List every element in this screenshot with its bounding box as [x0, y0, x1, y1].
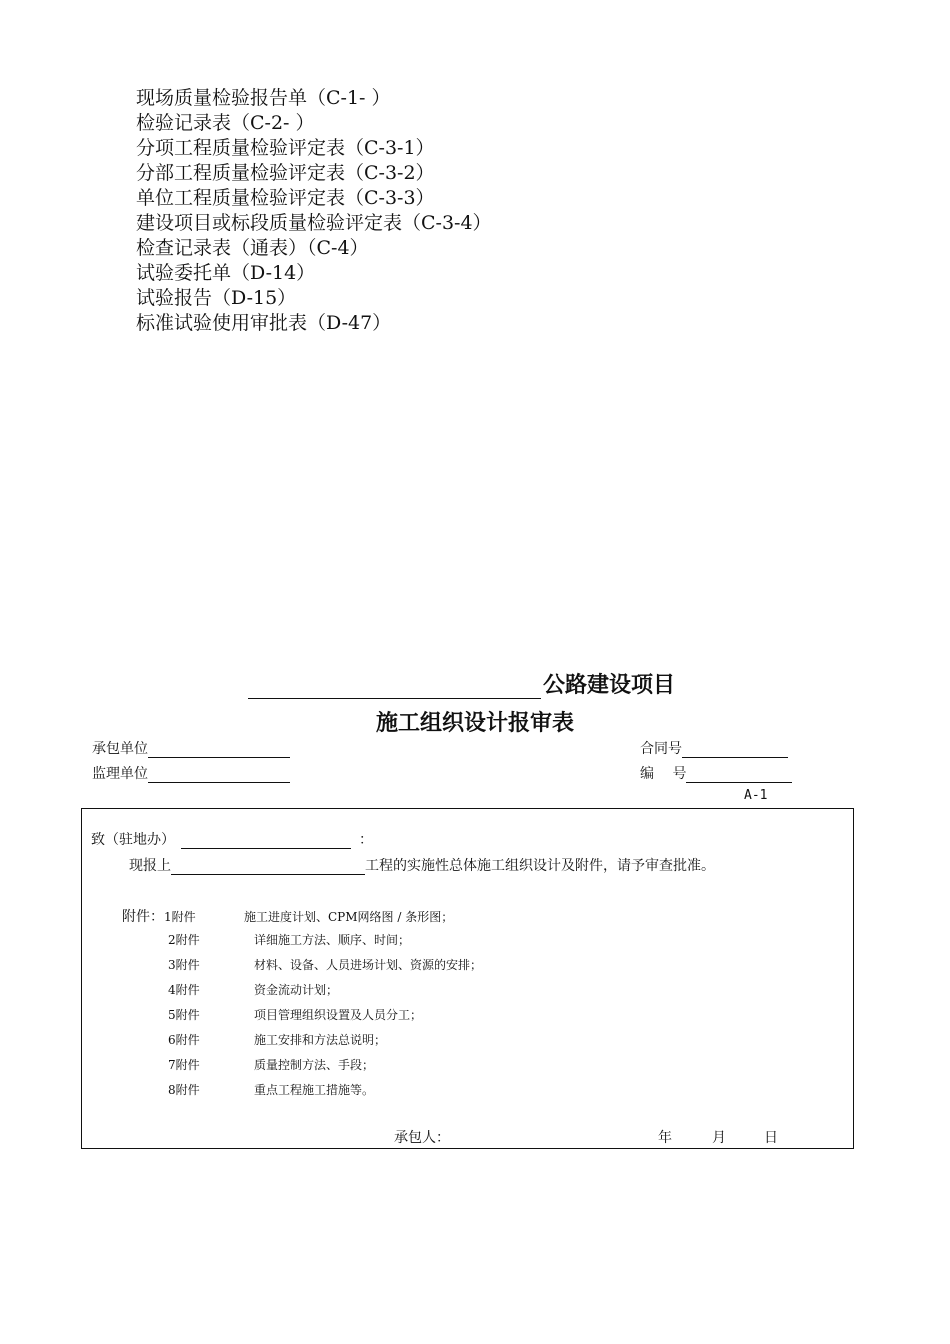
- contract-no-row: [640, 738, 788, 758]
- form-list-item: 单位工程质量检验评定表（C-3-3）: [136, 187, 435, 209]
- attachment-text: 施工进度计划、CPM网络图 / 条形图；: [244, 910, 454, 924]
- attachment-item: [168, 1081, 374, 1098]
- form-list-item: 检查记录表（通表）（C-4）: [136, 237, 369, 259]
- attachment-num: 4附件: [168, 983, 200, 997]
- attachment-num: 7附件: [168, 1058, 200, 1072]
- form-code: A-1: [744, 788, 768, 803]
- report-row: [129, 855, 715, 875]
- contract-no-label: 合同号: [640, 741, 682, 757]
- attachment-text: 质量控制方法、手段；: [254, 1058, 375, 1072]
- recipient-field[interactable]: [181, 833, 351, 849]
- form-list: [136, 86, 492, 336]
- date-row: [658, 1127, 778, 1147]
- project-field[interactable]: [171, 859, 365, 875]
- contractor-field[interactable]: [148, 742, 290, 758]
- form-list-item: 试验委托单（D-14）: [136, 262, 316, 284]
- date-day: 日: [764, 1130, 778, 1146]
- form-list-item: 分项工程质量检验评定表（C-3-1）: [136, 137, 435, 159]
- project-name-blank[interactable]: [248, 674, 541, 699]
- project-title-suffix: 公路建设项目: [543, 673, 676, 698]
- attachment-num: 5附件: [168, 1008, 200, 1022]
- number-label: 编 号: [640, 766, 687, 782]
- number-row: [640, 763, 792, 783]
- submission-box: [81, 808, 854, 1149]
- attachment-num: 3附件: [168, 958, 200, 972]
- attachment-item: [168, 981, 338, 998]
- attachment-item: [122, 906, 453, 926]
- form-list-item: 试验报告（D-15）: [136, 287, 297, 309]
- supervisor-label: 监理单位: [92, 766, 148, 782]
- attachment-text: 资金流动计划；: [254, 983, 339, 997]
- contractor-label: 承包单位: [92, 741, 148, 757]
- project-title: [248, 668, 675, 699]
- attachment-text: 材料、设备、人员进场计划、资源的安排；: [254, 958, 483, 972]
- form-list-item: 建设项目或标段质量检验评定表（C-3-4）: [136, 212, 492, 234]
- form-list-item: 分部工程质量检验评定表（C-3-2）: [136, 162, 435, 184]
- date-month: 月: [712, 1130, 726, 1146]
- attachment-text: 项目管理组织设置及人员分工；: [254, 1008, 423, 1022]
- attachment-num: 8附件: [168, 1083, 200, 1097]
- supervisor-row: [92, 763, 290, 783]
- supervisor-field[interactable]: [148, 767, 290, 783]
- attachment-item: [168, 956, 482, 973]
- attachment-num: 2附件: [168, 933, 200, 947]
- attachment-item: [168, 1056, 374, 1073]
- form-list-item: 检验记录表（C-2- ）: [136, 112, 315, 134]
- attachment-text: 重点工程施工措施等。: [254, 1083, 375, 1097]
- signer-label: 承包人：: [394, 1130, 450, 1146]
- attachments-label: 附件：: [122, 909, 164, 925]
- attachment-item: [168, 931, 410, 948]
- recipient-colon: ：: [359, 832, 373, 848]
- contractor-row: [92, 738, 290, 758]
- date-year: 年: [658, 1130, 672, 1146]
- form-list-item: 标准试验使用审批表（D-47）: [136, 312, 392, 334]
- attachment-num: 6附件: [168, 1033, 200, 1047]
- attachment-item: [168, 1006, 422, 1023]
- attachment-text: 施工安排和方法总说明；: [254, 1033, 387, 1047]
- attachment-text: 详细施工方法、顺序、时间；: [254, 933, 411, 947]
- contract-no-field[interactable]: [682, 742, 788, 758]
- report-suffix: 工程的实施性总体施工组织设计及附件，请予审查批准。: [365, 858, 715, 874]
- recipient-label: 致（驻地办）: [91, 832, 175, 848]
- form-list-item: 现场质量检验报告单（C-1- ）: [136, 87, 391, 109]
- attachment-item: [168, 1031, 386, 1048]
- number-field[interactable]: [686, 767, 792, 783]
- report-prefix: 现报上: [129, 858, 171, 874]
- recipient-row: [91, 829, 373, 849]
- attachment-num: 1附件: [164, 910, 196, 924]
- form-title: 施工组织设计报审表: [375, 711, 574, 736]
